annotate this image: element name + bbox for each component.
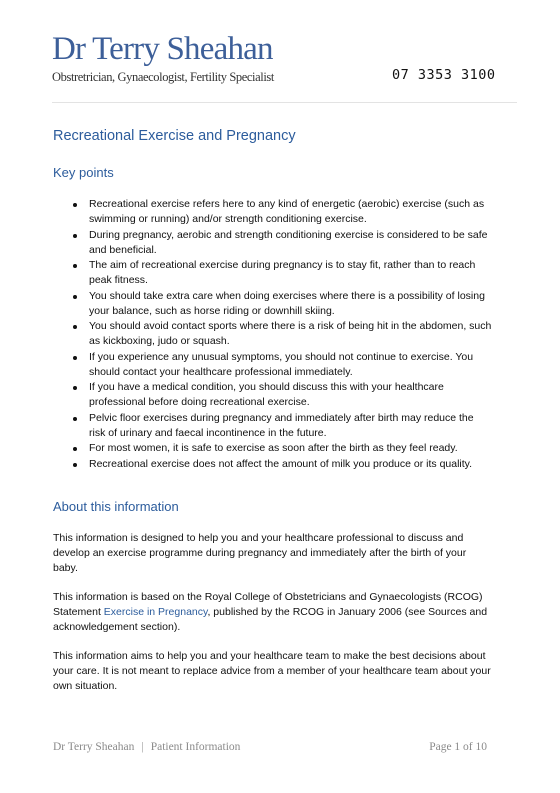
about-paragraph-2-text: This information is based on the Royal College of Obstetricians and Gynaecologists (RCOG) Statement [53, 591, 483, 618]
key-point-item: If you experience any unusual symptoms, you should not continue to exercise. You should contact your healthcare professional immediately. [72, 350, 492, 380]
key-points-list [72, 197, 492, 472]
key-points-heading: Key points [53, 165, 114, 180]
key-point-item: Pelvic floor exercises during pregnancy and immediately after birth may reduce the risk of urinary and faecal incontinence in the future. [72, 411, 492, 441]
key-point-item: You should take extra care when doing exercises where there is a possibility of losing your balance, such as horse riding or downhill skiing. [72, 289, 492, 319]
footer-separator: | [141, 741, 144, 753]
about-paragraph-3: This information aims to help you and your healthcare team to make the best decisions about your care. It is not meant to replace advice from a member of your healthcare team about your own situation. [53, 650, 491, 692]
about-paragraph-2-text-end: , published by the RCOG in January 2006 (see Sources and acknowledgement section). [53, 606, 488, 633]
letterhead [52, 30, 274, 85]
key-point-item: You should avoid contact sports where there is a risk of being hit in the abdomen, such as kickboxing, judo or squash. [72, 319, 492, 349]
about-paragraph-1: This information is designed to help you and your healthcare professional to discuss and develop an exercise programme during pregnancy and immediately after the birth of your baby. [53, 532, 467, 574]
key-point-item: The aim of recreational exercise during pregnancy is to stay fit, rather than to reach peak fitness. [72, 258, 492, 288]
about-heading: About this information [53, 499, 179, 514]
phone-number: 07 3353 3100 [392, 67, 496, 83]
key-point-item: For most women, it is safe to exercise as soon after the birth as they feel ready. [72, 441, 492, 456]
about-paragraph-2 [53, 590, 493, 635]
footer-label: Patient Information [150, 741, 241, 753]
key-point-item: During pregnancy, aerobic and strength conditioning exercise is considered to be safe and beneficial. [72, 228, 492, 258]
header-divider [52, 102, 517, 103]
document-title: Recreational Exercise and Pregnancy [53, 128, 296, 144]
page-number: Page 1 of 10 [429, 741, 487, 753]
footer-left [53, 741, 240, 753]
exercise-in-pregnancy-link[interactable]: Exercise in Pregnancy [103, 606, 208, 618]
key-point-item: Recreational exercise refers here to any kind of energetic (aerobic) exercise (such as swimming or running) and/or strength conditioning exercise. [72, 197, 492, 227]
footer-author: Dr Terry Sheahan [53, 741, 135, 753]
key-point-item: If you have a medical condition, you should discuss this with your healthcare professional before doing recreational exercise. [72, 380, 492, 410]
brand-tagline: Obstretrician, Gynaecologist, Fertility Specialist [52, 70, 274, 84]
brand-name: Dr Terry Sheahan [52, 31, 273, 67]
key-point-item: Recreational exercise does not affect the amount of milk you produce or its quality. [72, 457, 492, 472]
